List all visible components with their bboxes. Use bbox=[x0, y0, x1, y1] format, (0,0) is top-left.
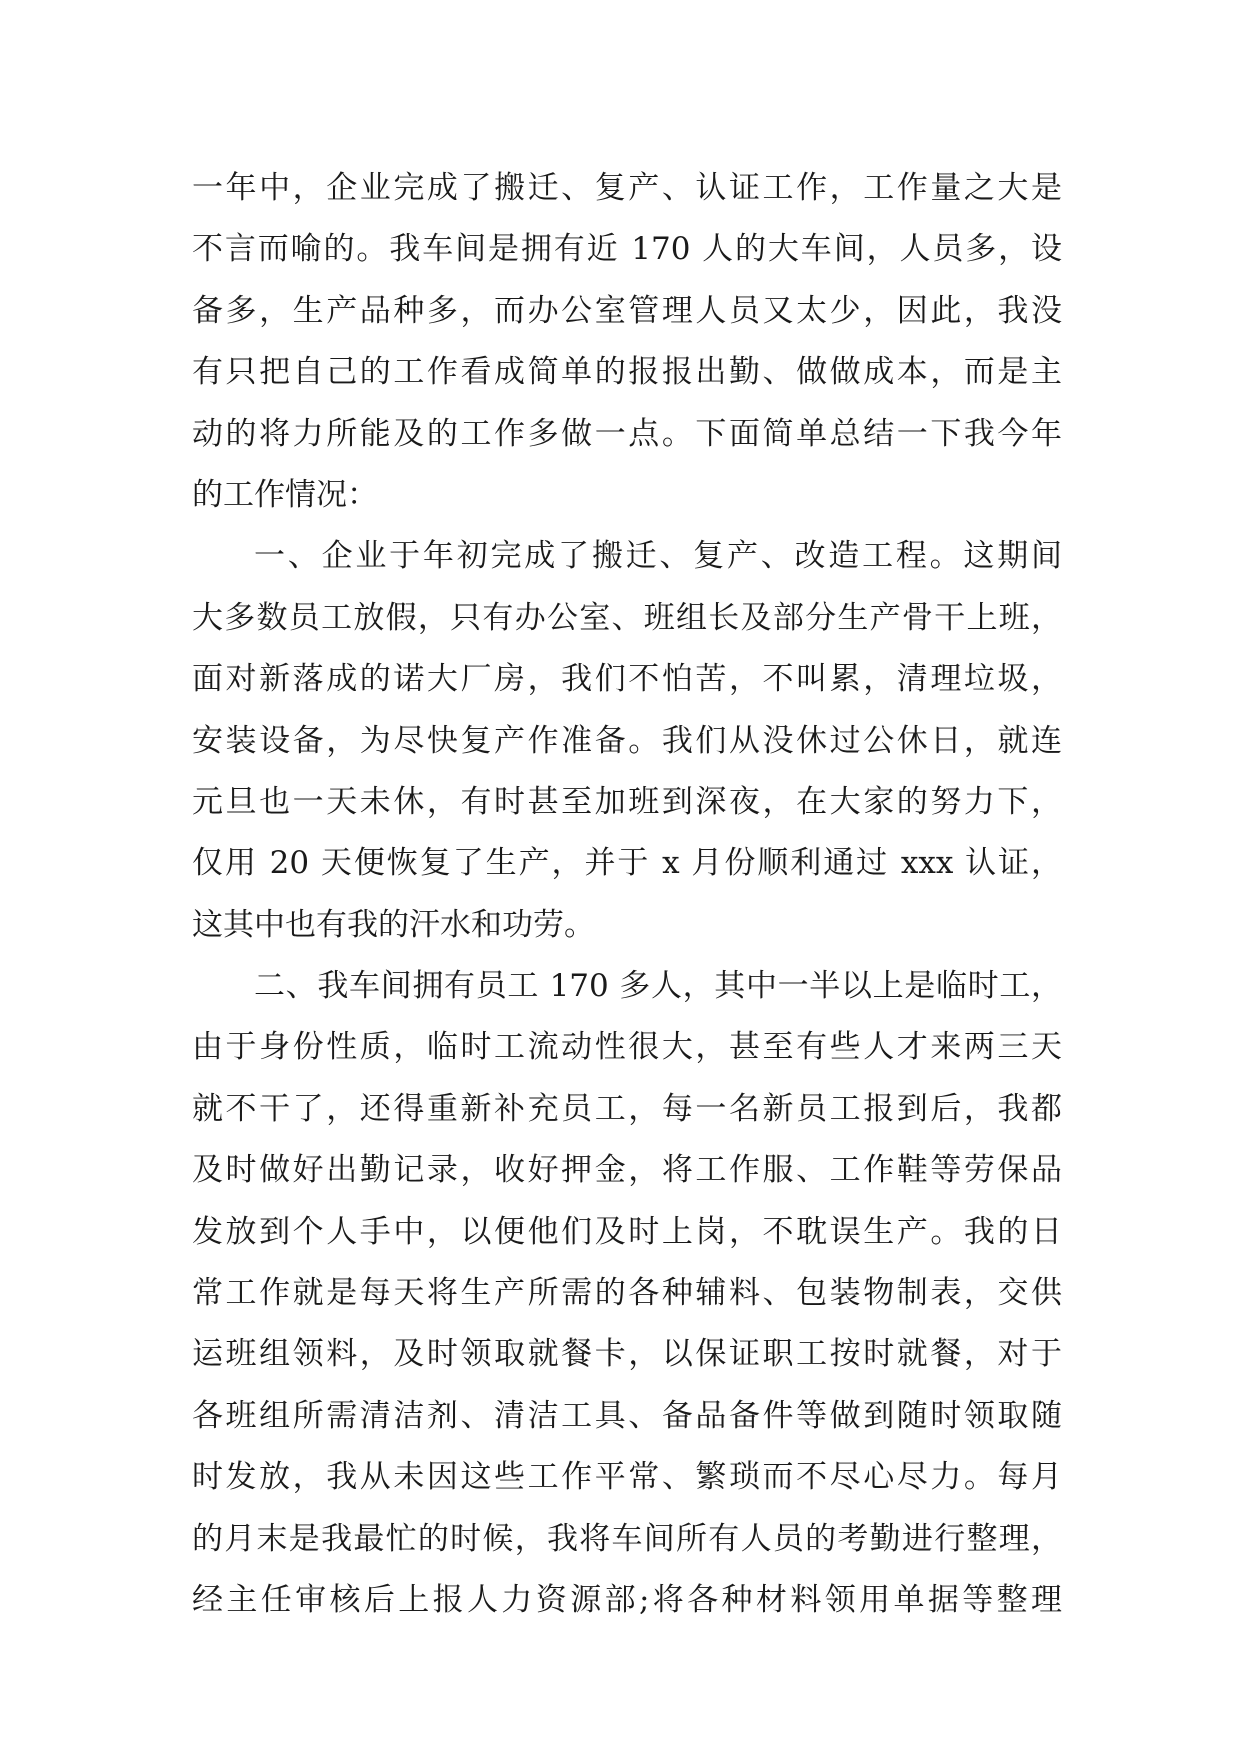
text-line: 面对新落成的诺大厂房，我们不怕苦，不叫累，清理垃圾， bbox=[192, 661, 1062, 698]
text-line: 元旦也一天未休，有时甚至加班到深夜，在大家的努力下， bbox=[192, 783, 1062, 820]
document-body bbox=[192, 158, 1062, 1631]
text-line: 就不干了，还得重新补充员工，每一名新员工报到后，我都 bbox=[192, 1090, 1062, 1127]
text-line: 二、我车间拥有员工 170 多人，其中一半以上是临时工， bbox=[254, 968, 1062, 1005]
text-line: 有只把自己的工作看成简单的报报出勤、做做成本，而是主 bbox=[192, 354, 1062, 391]
text-line: 由于身份性质，临时工流动性很大，甚至有些人才来两三天 bbox=[192, 1029, 1062, 1066]
text-line: 各班组所需清洁剂、清洁工具、备品备件等做到随时领取随 bbox=[192, 1397, 1062, 1434]
text-line: 备多，生产品种多，而办公室管理人员又太少，因此，我没 bbox=[192, 292, 1062, 329]
text-line: 的月末是我最忙的时候，我将车间所有人员的考勤进行整理， bbox=[192, 1520, 1062, 1557]
text-line: 运班组领料，及时领取就餐卡，以保证职工按时就餐，对于 bbox=[192, 1336, 1062, 1373]
text-line: 安装设备，为尽快复产作准备。我们从没休过公休日，就连 bbox=[192, 722, 1062, 759]
paragraph-one bbox=[192, 526, 1062, 956]
paragraph-two bbox=[192, 956, 1062, 1631]
text-line: 时发放，我从未因这些工作平常、繁琐而不尽心尽力。每月 bbox=[192, 1459, 1062, 1496]
text-line: 动的将力所能及的工作多做一点。下面简单总结一下我今年 bbox=[192, 415, 1062, 452]
text-line: 常工作就是每天将生产所需的各种辅料、包装物制表，交供 bbox=[192, 1275, 1062, 1312]
text-line: 一、企业于年初完成了搬迁、复产、改造工程。这期间 bbox=[254, 538, 1062, 575]
text-line: 及时做好出勤记录，收好押金，将工作服、工作鞋等劳保品 bbox=[192, 1152, 1062, 1189]
paragraph-intro bbox=[192, 158, 1062, 526]
text-line: 仅用 20 天便恢复了生产，并于 x 月份顺利通过 xxx 认证， bbox=[192, 845, 1062, 882]
text-line: 不言而喻的。我车间是拥有近 170 人的大车间，人员多，设 bbox=[192, 231, 1062, 268]
text-line: 大多数员工放假，只有办公室、班组长及部分生产骨干上班， bbox=[192, 599, 1062, 636]
text-line: 发放到个人手中，以便他们及时上岗，不耽误生产。我的日 bbox=[192, 1213, 1062, 1250]
text-line: 经主任审核后上报人力资源部;将各种材料领用单据等整理 bbox=[192, 1581, 1062, 1618]
text-line: 这其中也有我的汗水和功劳。 bbox=[192, 906, 595, 943]
text-line: 一年中，企业完成了搬迁、复产、认证工作，工作量之大是 bbox=[192, 170, 1062, 206]
text-line: 的工作情况： bbox=[192, 476, 378, 513]
